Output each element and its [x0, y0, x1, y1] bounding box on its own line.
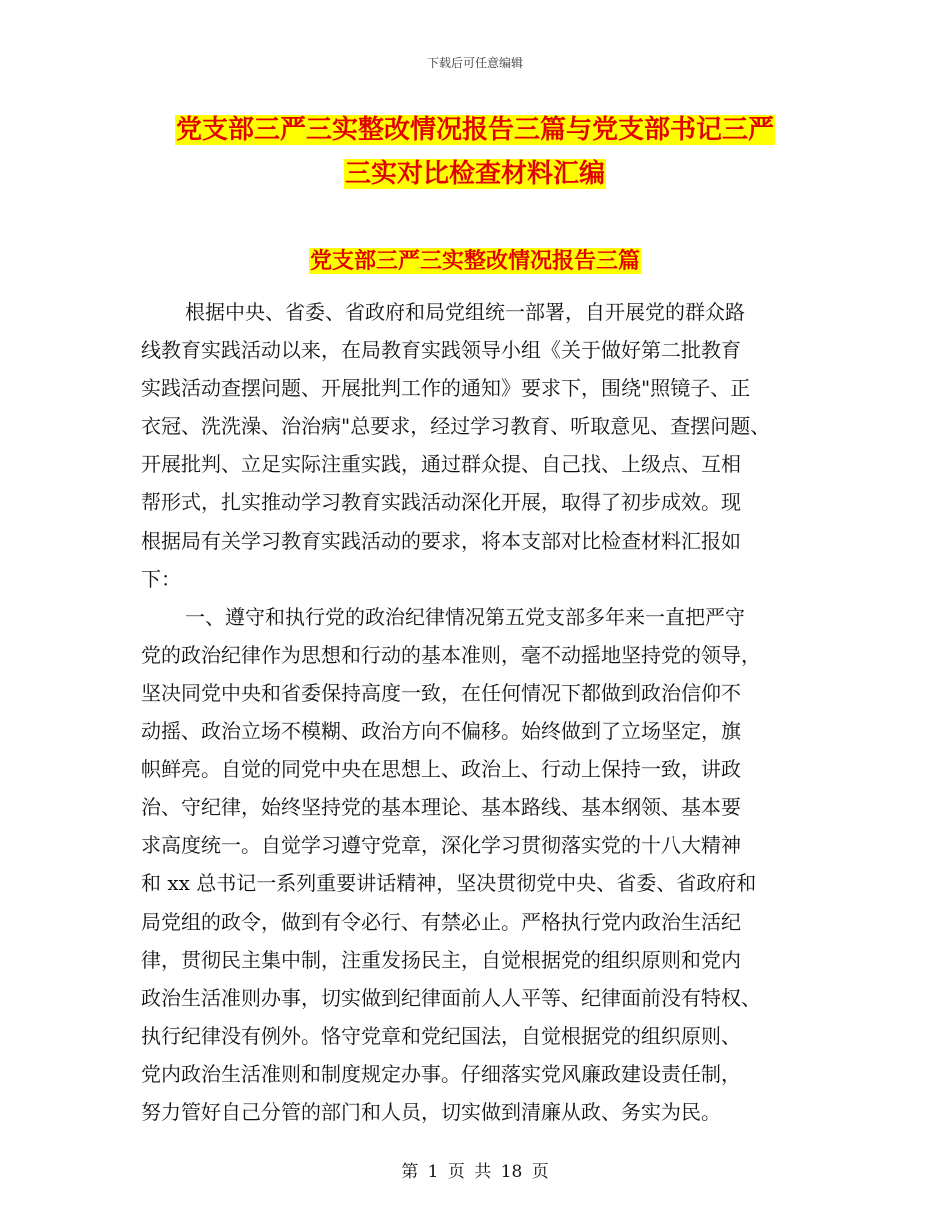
- body-line: 政治生活准则办事，切实做到纪律面前人人平等、纪律面前没有特权、: [141, 985, 761, 1010]
- body-line: 和 xx 总书记一系列重要讲话精神，坚决贯彻党中央、省委、省政府和: [141, 871, 757, 896]
- page-footer: 第 1 页 共 18 页: [401, 1162, 549, 1182]
- body-line: 开展批判、立足实际注重实践，通过群众提、自己找、上级点、互相: [141, 452, 741, 477]
- body-line: 治、守纪律，始终坚持党的基本理论、基本路线、基本纲领、基本要: [141, 795, 741, 820]
- body-line: 线教育实践活动以来，在局教育实践领导小组《关于做好第二批教育: [141, 338, 741, 363]
- page-header: 下载后可任意编辑: [426, 56, 523, 70]
- document-title-line-1: [0, 114, 950, 146]
- body-line: 努力管好自己分管的部门和人员，切实做到清廉从政、务实为民。: [141, 1099, 721, 1124]
- body-line: 党内政治生活准则和制度规定办事。仔细落实党风廉政建设责任制，: [141, 1061, 741, 1086]
- body-line: 实践活动查摆问题、开展批判工作的通知》要求下，围绕"照镜子、正: [141, 376, 751, 401]
- body-line: 一、遵守和执行党的政治纪律情况第五党支部多年来一直把严守: [185, 604, 745, 629]
- body-line: 局党组的政令，做到有令必行、有禁必止。严格执行党内政治生活纪: [141, 909, 741, 934]
- body-line: 律，贯彻民主集中制，注重发扬民主，自觉根据党的组织原则和党内: [141, 947, 741, 972]
- body-line: 衣冠、洗洗澡、治治病"总要求，经过学习教育、听取意见、查摆问题、: [141, 414, 771, 439]
- document-title-highlight-2: 三实对比检查材料汇编: [344, 159, 605, 189]
- body-line: 根据中央、省委、省政府和局党组统一部署，自开展党的群众路: [185, 300, 745, 324]
- body-line: 帜鲜亮。自觉的同党中央在思想上、政治上、行动上保持一致，讲政: [141, 757, 741, 782]
- body-text: [141, 293, 841, 1131]
- section-title: [0, 246, 950, 276]
- body-line: 帮形式，扎实推动学习教育实践活动深化开展，取得了初步成效。现: [141, 490, 741, 515]
- body-line: 党的政治纪律作为思想和行动的基本准则，毫不动摇地坚持党的领导，: [141, 642, 761, 667]
- body-line: 求高度统一。自觉学习遵守党章，深化学习贯彻落实党的十八大精神: [141, 833, 741, 858]
- body-line: 执行纪律没有例外。恪守党章和党纪国法，自觉根据党的组织原则、: [141, 1023, 741, 1048]
- body-line: 下：: [141, 566, 181, 591]
- body-line: 根据局有关学习教育实践活动的要求，将本支部对比检查材料汇报如: [141, 528, 741, 553]
- section-title-highlight: 党支部三严三实整改情况报告三篇: [309, 248, 640, 274]
- document-title-line-2: [0, 158, 950, 190]
- document-title-highlight-1: 党支部三严三实整改情况报告三篇与党支部书记三严: [175, 115, 774, 145]
- body-line: 坚决同党中央和省委保持高度一致，在任何情况下都做到政治信仰不: [141, 680, 741, 705]
- body-line: 动摇、政治立场不模糊、政治方向不偏移。始终做到了立场坚定，旗: [141, 719, 741, 744]
